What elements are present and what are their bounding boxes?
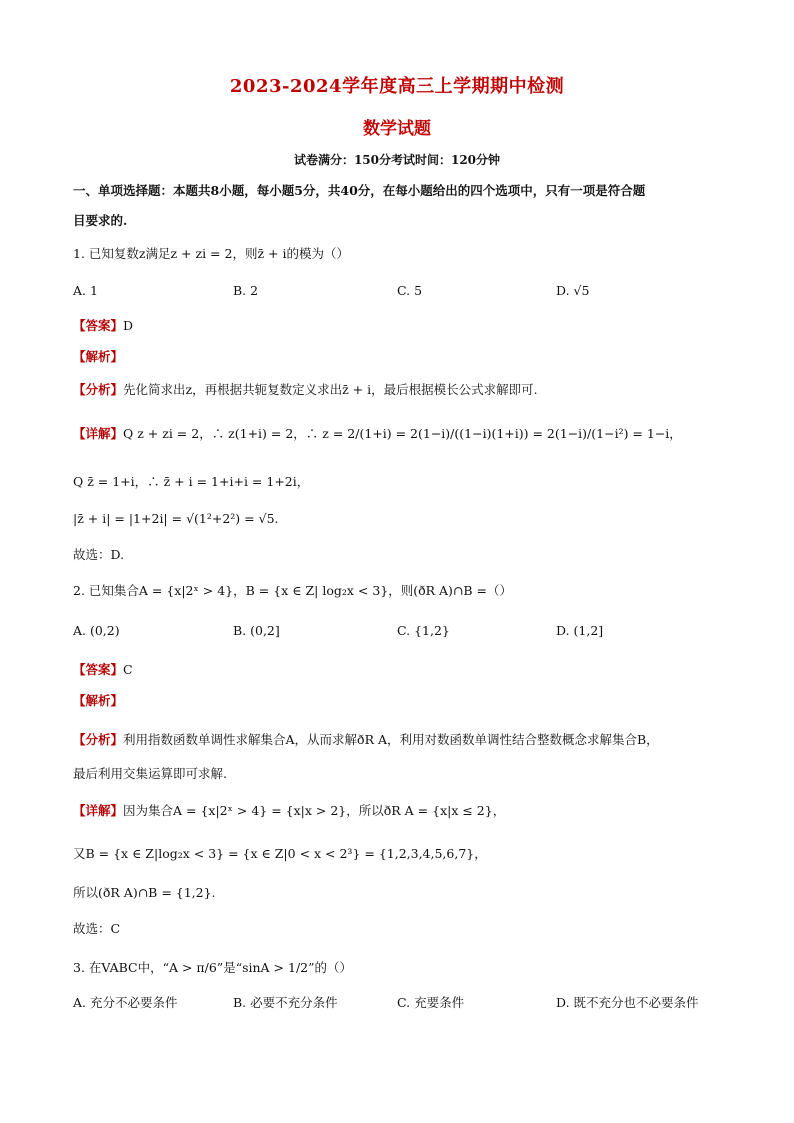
- q1-answer-label: 【答案】: [73, 318, 124, 333]
- exam-meta: 试卷满分：150分考试时间：120分钟: [293, 153, 501, 167]
- q2-fenxi-line1: [73, 730, 734, 750]
- q1-option-b: B. 2: [233, 283, 259, 298]
- section-heading-line1: 一、单项选择题：本题共8小题，每小题5分，共40分，在每小题给出的四个选项中，只有一项是符合题: [73, 183, 646, 198]
- q1-fenxi: 先化简求出z，再根据共轭复数定义求出z̄ + i，最后根据模长公式求解即可.: [123, 382, 538, 397]
- q2-fenxi-line2: 最后利用交集运算即可求解.: [73, 766, 227, 781]
- q1-analysis-title: 解析: [85, 349, 111, 364]
- section-heading-line2: 目要求的.: [73, 213, 128, 228]
- q1-detail-line2: Q z̄ = 1+i，∴ z̄ + i = 1+i+i = 1+2i，: [73, 474, 310, 489]
- q1-option-a: A. 1: [73, 283, 98, 298]
- q1-fenxi-line: [73, 380, 734, 400]
- q1-choose: 故选：D.: [73, 547, 125, 562]
- exam-subtitle: 数学试题: [363, 119, 431, 139]
- q2-option-b: B. (0,2]: [233, 623, 280, 638]
- q2-detail-line1: [73, 801, 734, 821]
- q1-option-c: C. 5: [397, 283, 423, 298]
- q2-fenxi-label: 【分析】: [73, 732, 124, 747]
- q3-stem: 3. 在VABC中，“A > π/6”是“sinA > 1/2”的（）: [73, 960, 353, 975]
- q2-option-c: C. {1,2}: [397, 623, 450, 638]
- q2-detail-line3: 所以(ðR A)∩B = {1,2}.: [73, 885, 216, 900]
- q1-detail1: Q z + zi = 2，∴ z(1+i) = 2，∴ z = 2/(1+i) = 2(1−i)/((1−i)(1+i)) = 2(1−i)/(1−i²) = 1−i，: [123, 426, 682, 441]
- q1-detail-label: 【详解】: [73, 426, 124, 441]
- q1-fenxi-label: 【分析】: [73, 382, 124, 397]
- q1-detail-line1: [73, 424, 734, 444]
- q2-fenxi1: 利用指数函数单调性求解集合A，从而求解ðR A，利用对数函数单调性结合整数概念求解集合B，: [123, 732, 659, 747]
- q3-option-c: C. 充要条件: [397, 995, 465, 1010]
- q3-option-b: B. 必要不充分条件: [233, 995, 338, 1010]
- q1-analysis-line: 【解析】: [73, 349, 124, 364]
- q2-choose: 故选：C: [73, 921, 121, 936]
- q3-option-a: A. 充分不必要条件: [73, 995, 178, 1010]
- q2-detail1: 因为集合A = {x|2ˣ > 4} = {x|x > 2}，所以ðR A = {x|x ≤ 2}，: [123, 803, 506, 818]
- q2-detail-line2: 又B = {x ∈ Z|log₂x < 3} = {x ∈ Z|0 < x < 2³} = {1,2,3,4,5,6,7}，: [73, 846, 487, 861]
- q1-option-d: D. √5: [556, 283, 590, 298]
- q2-answer: C: [123, 662, 133, 677]
- q1-answer-line: [73, 316, 734, 336]
- q2-analysis-line: 【解析】: [73, 693, 124, 708]
- q2-answer-label: 【答案】: [73, 662, 124, 677]
- q1-detail-line3: |z̄ + i| = |1+2i| = √(1²+2²) = √5.: [73, 511, 279, 526]
- exam-title: 2023-2024学年度高三上学期期中检测: [229, 76, 565, 97]
- q3-option-d: D. 既不充分也不必要条件: [556, 995, 699, 1010]
- q1-answer: D: [123, 318, 134, 333]
- q2-detail-label: 【详解】: [73, 803, 124, 818]
- q2-analysis-title: 解析: [85, 693, 111, 708]
- q1-stem: 1. 已知复数z满足z + zi = 2，则z̄ + i的模为（）: [73, 246, 349, 261]
- q2-option-d: D. (1,2]: [556, 623, 604, 638]
- q2-option-a: A. (0,2): [73, 623, 120, 638]
- q2-stem: 2. 已知集合A = {x|2ˣ > 4}，B = {x ∈ Z| log₂x < 3}，则(ðR A)∩B =（）: [73, 583, 513, 598]
- q2-answer-line: [73, 660, 734, 680]
